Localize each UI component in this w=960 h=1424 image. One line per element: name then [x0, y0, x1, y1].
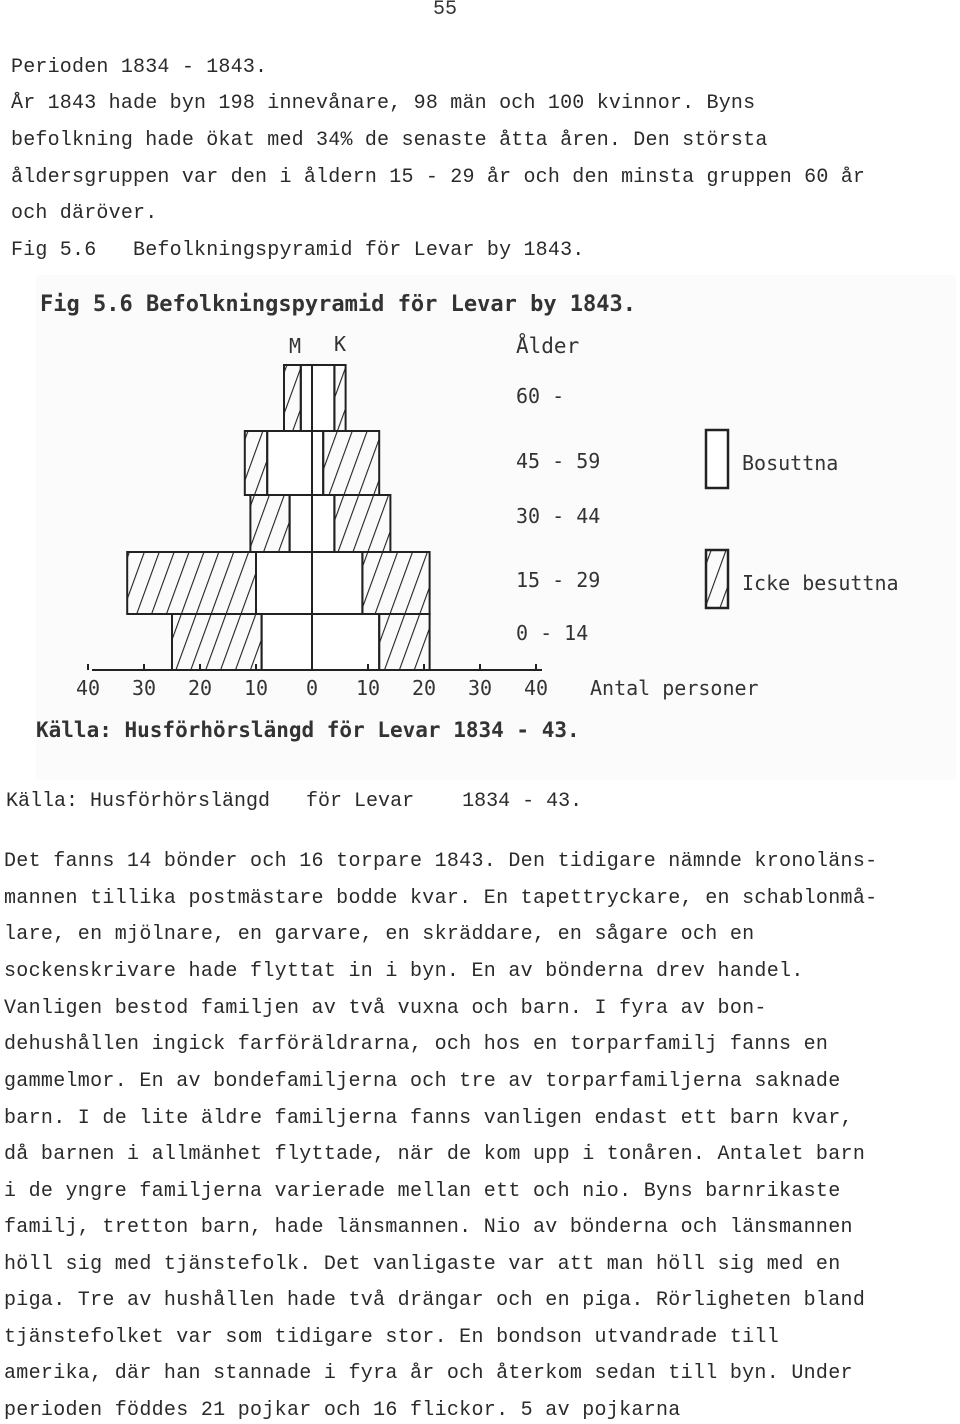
legend-settled-swatch — [706, 430, 728, 488]
legend-settled-label: Bosuttna — [742, 451, 839, 475]
bar-k-icke-besuttna-2 — [334, 495, 390, 552]
age-label: 30 - 44 — [516, 504, 601, 528]
body-line: då barnen i allmänhet flyttade, när de kom upp i tonåren. Antalet barn — [4, 1143, 866, 1166]
x-tick-label: 20 — [187, 676, 213, 700]
source-line: Källa: Husförhörslängd för Levar 1834 - 43. — [6, 790, 583, 813]
bar-m-icke-besuttna-1 — [245, 431, 267, 495]
figure-title: Fig 5.6 Befolkningspyramid för Levar by 1843. — [40, 292, 637, 317]
body-line: piga. Tre av hushållen hade två drängar och en piga. Rörligheten bland — [4, 1289, 866, 1312]
body-line: mannen tillika postmästare bodde kvar. En tapettryckare, en schablonmå- — [4, 887, 878, 910]
body-line: sockenskrivare hade flyttat in i byn. En av bönderna drev handel. — [4, 960, 804, 983]
x-tick-label: 40 — [523, 676, 549, 700]
bar-k-icke-besuttna-3 — [362, 552, 429, 614]
bar-m-bosuttna-1 — [267, 431, 312, 495]
age-label: 45 - 59 — [516, 449, 601, 473]
body-line: Vanligen bestod familjen av två vuxna och barn. I fyra av bon- — [4, 997, 767, 1020]
bar-k-bosuttna-0 — [312, 365, 334, 431]
legend-unsettled-label: Icke besuttna — [742, 571, 899, 595]
figure-source: Källa: Husförhörslängd för Levar 1834 - 43. — [36, 718, 580, 742]
bar-k-bosuttna-4 — [312, 614, 379, 670]
bar-k-bosuttna-3 — [312, 552, 362, 614]
legend-unsettled-swatch — [706, 550, 728, 608]
age-label: 0 - 14 — [516, 621, 589, 645]
bar-m-icke-besuttna-2 — [250, 495, 289, 552]
bar-k-icke-besuttna-1 — [323, 431, 379, 495]
x-tick-label: 10 — [355, 676, 381, 700]
body-line: höll sig med tjänstefolk. Det vanligaste var att man höll sig med en — [4, 1253, 841, 1276]
intro-line: åldersgruppen var den i åldern 15 - 29 år och den minsta gruppen 60 år — [11, 166, 866, 189]
body-line: familj, tretton barn, hade länsmannen. Nio av bönderna och länsmannen — [4, 1216, 853, 1239]
x-tick-label: 30 — [131, 676, 157, 700]
x-tick-label: 0 — [305, 676, 319, 700]
population-pyramid-figure — [36, 275, 956, 780]
bar-m-icke-besuttna-3 — [127, 552, 256, 614]
male-label: M — [289, 334, 302, 358]
bar-k-icke-besuttna-4 — [379, 614, 429, 670]
body-line: barn. I de lite äldre familjerna fanns vanligen endast ett barn kvar, — [4, 1107, 853, 1130]
x-axis-label: Antal personer — [590, 676, 759, 700]
female-label: K — [334, 332, 347, 356]
age-label: 60 - — [516, 384, 565, 408]
body-line: tjänstefolket var som tidigare stor. En bondson utvandrade till — [4, 1326, 780, 1349]
bar-m-bosuttna-0 — [301, 365, 312, 431]
pyramid-bars — [127, 365, 429, 670]
body-line: amerika, där han stannade i fyra år och återkom sedan till byn. Under — [4, 1362, 853, 1385]
age-labels — [516, 384, 600, 645]
bar-k-bosuttna-2 — [312, 495, 334, 552]
body-line: lare, en mjölnare, en garvare, en skräddare, en sågare och en — [4, 923, 755, 946]
intro-line: och däröver. — [11, 202, 158, 225]
bar-k-bosuttna-1 — [312, 431, 323, 495]
x-tick-label: 30 — [467, 676, 493, 700]
x-tick-label: 40 — [75, 676, 101, 700]
body-line: i de yngre familjerna varierade mellan ett och nio. Byns barnrikaste — [4, 1180, 841, 1203]
section-heading: Perioden 1834 - 1843. — [11, 56, 268, 79]
age-label: 15 - 29 — [516, 568, 601, 592]
body-line: gammelmor. En av bondefamiljerna och tre av torparfamiljerna saknade — [4, 1070, 841, 1093]
bar-m-bosuttna-3 — [256, 552, 312, 614]
body-line: dehushållen ingick farföräldrarna, och hos en torparfamilj fanns en — [4, 1033, 829, 1056]
bar-m-icke-besuttna-0 — [284, 365, 301, 431]
page-number: 55 — [433, 0, 458, 21]
age-header: Ålder — [516, 334, 580, 358]
bar-m-bosuttna-2 — [290, 495, 312, 552]
figure-caption: Fig 5.6 Befolkningspyramid för Levar by 1843. — [11, 239, 585, 262]
x-tick-label: 20 — [411, 676, 437, 700]
body-line: Det fanns 14 bönder och 16 torpare 1843. Den tidigare nämnde kronoläns- — [4, 850, 878, 873]
intro-line: befolkning hade ökat med 34% de senaste åtta åren. Den största — [11, 129, 768, 152]
bar-m-icke-besuttna-4 — [172, 614, 262, 670]
x-tick-label: 10 — [243, 676, 269, 700]
bar-k-icke-besuttna-0 — [334, 365, 345, 431]
bar-m-bosuttna-4 — [262, 614, 312, 670]
intro-line: År 1843 hade byn 198 innevånare, 98 män och 100 kvinnor. Byns — [11, 92, 756, 115]
body-line: perioden föddes 21 pojkar och 16 flickor. 5 av pojkarna — [4, 1399, 681, 1422]
